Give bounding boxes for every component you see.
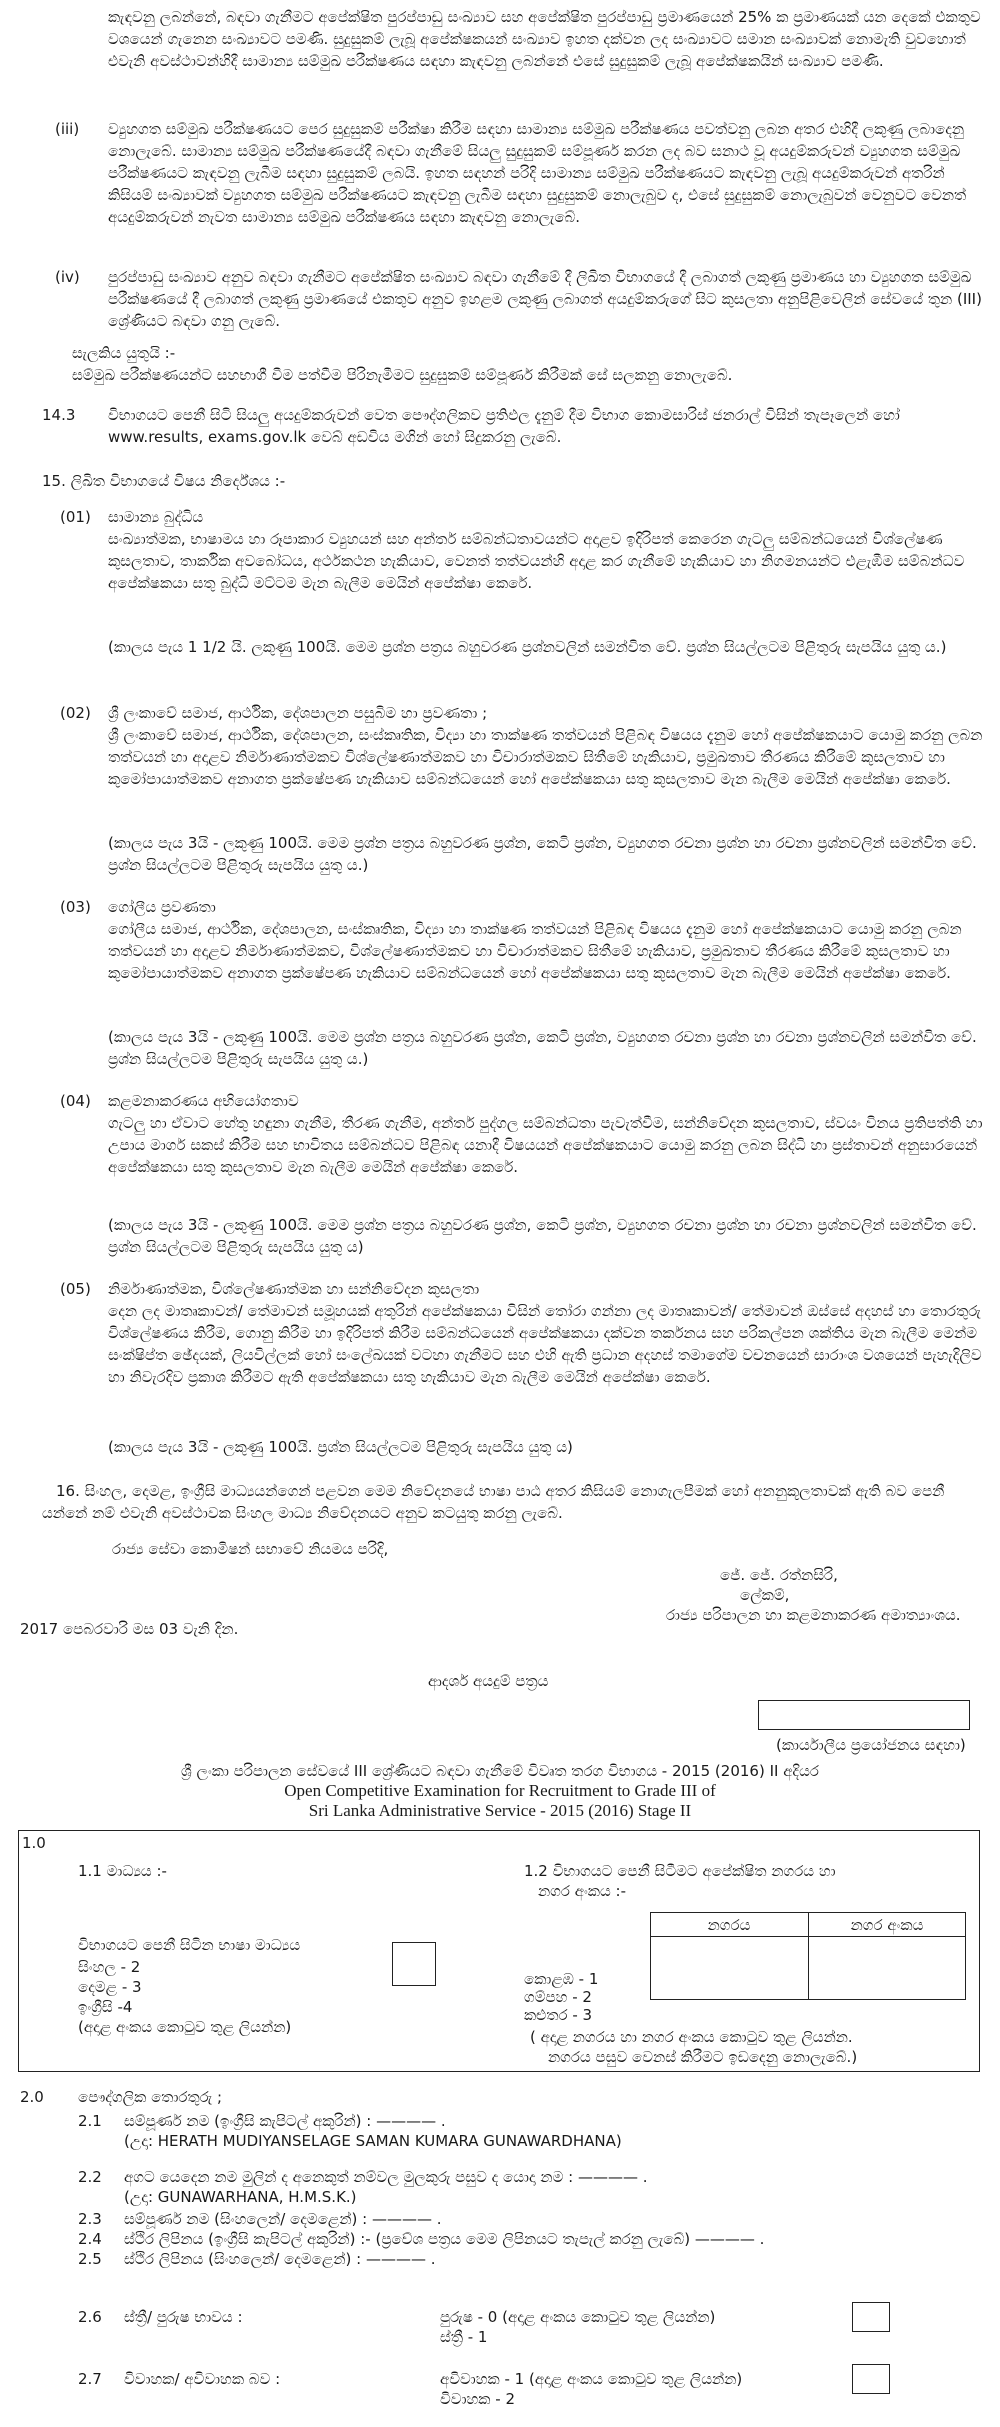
- city-number-column-header: නගර අංකය: [850, 1916, 924, 1934]
- exam-title-english-1: Open Competitive Examination for Recruitment to Grade III of: [284, 1781, 716, 1800]
- exam-title-sinhala: ශ්‍රී ලංකා පරිපාලන සේවයේ III ශ්‍රේණියට බඳවා ගැනීමේ විවෘත තරග විභාගය - 2015 (2016) II අදියර: [181, 1762, 819, 1780]
- subject-note: (කාලය පැය 3යි - ලකුණු 100යි. මෙම ප්‍රශ්න පත්‍රය බහුවරණ ප්‍රශ්න, කෙටි ප්‍රශ්න, ව්‍යුහගත රචනා ප්‍රශ්න හා රචනා ප්‍රශ්නවලින් සමන්විත වේ. ප්‍රශ්න සියල්ලටම පිළිතුරු සැපයිය යුතු ය.): [108, 1028, 977, 1068]
- subject-body: දෙන ලද මාතෘකාවන්/ තේමාවන් සමූහයක් අතුරින් අපේක්ෂකයා විසින් තෝරා ගන්නා ලද මාතෘකාවන්/ තේමාවන් ඔස්සේ අදහස් හා තොරතුරු විශ්ලේෂණය කිරීම, ගොනු කිරීම හා ඉදිරිපත් කිරීම සම්බන්ධයෙන් අපේක්ෂකයා දක්වන තර්කනය සහ පරිකල්පන ශක්තිය මැන බැලීම මෙන්ම සංක්ෂිප්ත ඡේදයක්, ලියවිල්ලක් හෝ සංලේඛයක් වටහා ගැනීමට සහ එහි ඇති ප්‍රධාන අදහස් තමාගේම වචනයෙන් සාරාංශ වශයෙන් පැහැදිලිව හා නිවැරදිව ප්‍රකාශ කිරීමට ඇති අපේක්ෂකයා සතු හැකියාව මැන බැලීම මෙයින් අපේක්ෂා කෙරේ.: [108, 1302, 982, 1386]
- field-number: 2.5: [78, 2250, 102, 2268]
- city-option: කළුතර - 3: [524, 2006, 593, 2024]
- item-number: (01): [60, 508, 91, 526]
- gender-input-box[interactable]: [852, 2302, 890, 2332]
- medium-heading: 1.1 මාධ්‍යය :-: [78, 1862, 167, 1880]
- section-number: 14.3: [42, 406, 76, 424]
- personal-info-heading: පෞද්ගලික තොරතුරු ;: [78, 2088, 222, 2106]
- full-name-example: (උදා: HERATH MUDIYANSELAGE SAMAN KUMARA GUNAWARDHANA): [124, 2132, 622, 2150]
- subject-body: ගැටලු හා ඒවාට හේතු හඳුනා ගැනීම, තීරණ ගැනීම, අන්තර් පුද්ගල සම්බන්ධතා පැවැත්වීම, සන්නිවේදන කුසලතාව, ස්වයං විනය ප්‍රතිපත්ති හා උපාය මාර්ග සකස් කිරීම සහ භාවිතය සම්බන්ධව පිළිබඳ යනාදී විෂයයන් අපේක්ෂකයාට යොමු කරනු ලබන සිද්ධි හා ප්‍රස්තාවන් අනුසාරයෙන් අපේක්ෂකයා සතු කුසලතාව මැන බැලීම මෙයින් අපේක්ෂා කෙරේ.: [108, 1114, 983, 1176]
- permanent-address-local-field[interactable]: ස්ථිර ලිපිනය (සිංහලෙන්/ දෙමළෙන්) : ———— .: [124, 2250, 436, 2268]
- city-input[interactable]: [652, 1938, 806, 1998]
- subject-title: ශ්‍රී ලංකාවේ සමාජ, ආර්ථික, දේශපාලන පසුබිම හා ප්‍රවණතා ;: [108, 704, 488, 722]
- gender-option: පුරුෂ - 0 (අදාළ අංකය කොටුව තුළ ලියන්න): [440, 2308, 716, 2326]
- permanent-address-english-field[interactable]: ස්ථිර ලිපිනය (ඉංග්‍රීසි කැපිටල් අකුරින්) :- (ප්‍රවේශ පත්‍රය මෙම ලිපිනයට තැපැල් කරනු ලැබේ) ———— .: [124, 2230, 765, 2248]
- subject-title: සාමාන්‍ය බුද්ධිය: [108, 508, 204, 526]
- city-note-2: නගරය පසුව වෙනස් කිරීමට ඉඩදෙනු නොලැබේ.): [548, 2048, 858, 2066]
- note-text: සම්මුඛ පරීක්ෂණයන්ට සහභාගී වීම පත්වීම පිරිනැමීමට සුදුසුකම් සම්පූර්ණ කිරීමක් සේ සලකනු නොලැබේ.: [72, 366, 733, 384]
- signatory-name: ජේ. ජේ. රත්නසිරි,: [720, 1566, 838, 1584]
- full-name-local-field[interactable]: සම්පූර්ණ නම (සිංහලෙන්/ දෙමළෙන්) : ———— .: [124, 2210, 442, 2228]
- field-number: 2.4: [78, 2230, 102, 2248]
- medium-option: සිංහල - 2: [78, 1958, 141, 1976]
- form-title: ආදර්ශ අයදුම් පත්‍රය: [428, 1672, 549, 1690]
- clause-iv: පුරප්පාඩු සංඛ්‍යාව අනුව බඳවා ගැනීමට අපේක්ෂිත සංඛ්‍යාව බඳවා ගැනීමේ දී ලිඛිත විභාගයේ දී ලබාගත් ලකුණු ප්‍රමාණය හා ව්‍යුහගත සම්මුඛ පරීක්ෂණයේ දී ලබාගත් ලකුණු ප්‍රමාණයේ එකතුව අනුව ඉහළම ලකුණු ලබාගත් අයදුම්කරුගේ සිට කුසලතා අනුපිළිවෙලින් සේවයේ තුන (III) ශ්‍රේණියට බඳවා ගනු ලැබේ.: [108, 268, 982, 330]
- city-option: ගම්පහ - 2: [524, 1988, 592, 2006]
- subject-title: ගෝලීය ප්‍රවණතා: [108, 898, 216, 916]
- section-heading: 15. ලිඛිත විභාගයේ විෂය නිර්දේශය :-: [42, 472, 286, 490]
- medium-input-box[interactable]: [392, 1942, 436, 1986]
- clause-iii: ව්‍යුහගත සම්මුඛ පරීක්ෂණයට පෙර සුදුසුකම් පරීක්ෂා කිරීම සඳහා සාමාන්‍ය සම්මුඛ පරීක්ෂණය පවත්වනු ලබන අතර එහිදී ලකුණු ලබාදෙනු නොලැබේ. සාමාන්‍ය සම්මුඛ පරීක්ෂණයේදී බඳවා ගැනීමේ සියලු සුදුසුකම් සම්පූර්ණ කරන ලද බව සනාථ වූ අයදුම්කරුවන් ව්‍යුහගත සම්මුඛ පරීක්ෂණයට කැඳවනු ලැබීම සඳහා සුදුසුකම් ලබයි. ඉහත සඳහන් පරිදි සාමාන්‍ය සම්මුඛ පරීක්ෂණයට කැඳවනු ලැබූ අයදුම්කරුවන් අතරින් කිසියම් සංඛ්‍යාවක් ව්‍යුහගත සම්මුඛ පරීක්ෂණයට කැඳවනු ලැබීම සඳහා සුදුසුකම් නොලැබුව ද, එසේ සුදුසුකම් නොලැබුවන් වෙනුවට වෙනත් අයදුම්කරුවන් නැවත සාමාන්‍ය සම්මුඛ පරීක්ෂණය සඳහා කැඳවනු නොලැබේ.: [108, 120, 967, 226]
- city-heading-2: නගර අංකය :-: [538, 1882, 626, 1900]
- date-line: 2017 පෙබරවාරි මස 03 වැනි දින.: [20, 1620, 239, 1638]
- subject-body: ගෝලීය සමාජ, ආර්ථික, දේශපාලන, සංස්කෘතික, විද්‍යා හා තාක්ෂණ තත්වයන් පිළිබඳ විෂයය දැනුම හෝ අපේක්ෂකයාට යොමු කරනු ලබන තත්වයන් හා අදාළව නිර්මාණාත්මකව, විශ්ලේෂණාත්මකව හා විචාරාත්මකව සිතීමේ හැකියාව, ප්‍රමුඛතාව තීරණය කිරීමේ කුසලතාව හා කුමෝපායාත්මකව අනාගත ප්‍රක්ෂේපණ හැකියාව සම්බන්ධයෙන් හෝ අපේක්ෂකයා සතු කුසලතාව මැන බැලීම මෙයින් අපේක්ෂා කෙරේ.: [108, 920, 962, 982]
- gender-label: ස්ත්‍රී/ පුරුෂ භාවය :: [124, 2308, 243, 2326]
- section-14-3: විභාගයට පෙනී සිටි සියලු අයදුම්කරුවන් වෙත පෞද්ගලිකව ප්‍රතිඵල දැනුම් දීම විභාග කොමසාරිස් ජනරාල් විසින් තැපෑලෙන් හෝ www.results, exams.gov.lk වෙබ් අඩවිය මගින් හෝ සිදුකරනු ලැබේ.: [108, 406, 900, 446]
- item-number: (02): [60, 704, 91, 722]
- intro-paragraph: කැඳවනු ලබන්නේ, බඳවා ගැනීමට අපේක්ෂිත පුරප්පාඩු සංඛ්‍යාව සහ අපේක්ෂිත පුරප්පාඩු ප්‍රමාණයෙන් 25% ක ප්‍රමාණයක් යන දෙකේ එකතුව වශයෙන් ගැනෙන සංඛ්‍යාවට පමණි. සුදුසුකම් ලැබූ අපේක්ෂකයන් සංඛ්‍යාව ඉහත දක්වන ලද සංඛ්‍යාවට සමාන සංඛ්‍යාවක් නොමැති වුවහොත් එවැනි අවස්ථාවන්හිදී සාමාන්‍ය සම්මුඛ පරීක්ෂණය සඳහා කැඳවනු ලබන්නේ එසේ සුදුසුකම් ලැබූ අපේක්ෂකයින් සංඛ්‍යාව පමණි.: [108, 8, 981, 70]
- medium-option: දෙමළ - 3: [78, 1978, 142, 1996]
- subject-note: (කාලය පැය 3යි - ලකුණු 100යි. ප්‍රශ්න සියල්ලටම පිළිතුරු සැපයිය යුතු ය): [108, 1438, 573, 1456]
- section-16: 16. සිංහල, දෙමළ, ඉංග්‍රීසි මාධ්‍යයන්ගෙන් පළවන මෙම නිවේදනයේ භාෂා පාඨ අතර කිසියම් නොගැලපීමක් හෝ අනනුකූලතාවක් ඇති බව පෙනී යන්නේ නම් එවැනි අවස්ථාවක සිංහල මාධ්‍ය නිවේදනයට අනුව කටයුතු කරනු ලැබේ.: [42, 1482, 945, 1522]
- city-number-input[interactable]: [810, 1938, 964, 1998]
- office-use-box: [758, 1700, 970, 1730]
- subject-note: (කාලය පැය 3යි - ලකුණු 100යි. මෙම ප්‍රශ්න පත්‍රය බහුවරණ ප්‍රශ්න, කෙටි ප්‍රශ්න, ව්‍යුහගත රචනා ප්‍රශ්න හා රචනා ප්‍රශ්නවලින් සමන්විත වේ. ප්‍රශ්න සියල්ලටම පිළිතුරු සැපයිය යුතු ය.): [108, 834, 977, 874]
- city-heading: 1.2 විභාගයට පෙනී සිටීමට අපේක්ෂිත නගරය හා: [524, 1862, 836, 1880]
- field-number: 2.1: [78, 2112, 102, 2130]
- full-name-field[interactable]: සම්පූර්ණ නම (ඉංග්‍රීසි කැපිටල් අකුරින්) : ———— .: [124, 2112, 446, 2130]
- surname-initials-field[interactable]: අගට යෙදෙන නම මුලින් ද අනෙකුත් නම්වල මුලකුරු පසුව ද යොදා නම : ———— .: [124, 2168, 648, 2186]
- field-number: 2.3: [78, 2210, 102, 2228]
- field-number: 2.6: [78, 2308, 102, 2326]
- marital-status-label: විවාහක/ අවිවාහක බව :: [124, 2370, 281, 2388]
- marital-option: අවිවාහක - 1 (අදාළ අංකය කොටුව තුළ ලියන්න): [440, 2370, 743, 2388]
- item-number: (iii): [55, 120, 80, 138]
- subject-body: සංඛ්‍යාත්මක, භාෂාමය හා රූපාකාර ව්‍යුහයන් සහ අන්තර් සම්බන්ධතාවයන්ට අදාළව ඉදිරිපත් කෙරෙන ගැටලු සම්බන්ධයෙන් විශ්ලේෂණ කුසලතාව, තාර්කික අවබෝධය, අර්ථකථන හැකියාව, වෙනත් තත්වයන්හි අදාළ කර ගැනීමේ හැකියාව හා නිගමනයන්ට එළැඹීම සම්බන්ධව අපේක්ෂකයා සතු බුද්ධි මට්ටම මැන බැලීම මෙයින් අපේක්ෂා කෙරේ.: [108, 530, 965, 592]
- field-number: 2.2: [78, 2168, 102, 2186]
- surname-initials-example: (උදා: GUNAWARHANA, H.M.S.K.): [124, 2188, 357, 2206]
- field-number: 2.7: [78, 2370, 102, 2388]
- exam-title-english-2: Sri Lanka Administrative Service - 2015 (2016) Stage II: [308, 1801, 692, 1820]
- order-line: රාජ්‍ය සේවා කොමිෂන් සභාවේ නියමය පරිදි,: [112, 1540, 389, 1558]
- signatory-title: ලේකම්,: [740, 1586, 790, 1604]
- section-number: 2.0: [20, 2088, 44, 2106]
- note-heading: සැලකිය යුතුයි :-: [72, 344, 176, 362]
- item-number: (04): [60, 1092, 91, 1110]
- section-number: 1.0: [22, 1834, 46, 1852]
- gender-option: ස්ත්‍රී - 1: [440, 2328, 488, 2346]
- subject-note: (කාලය පැය 3යි - ලකුණු 100යි. මෙම ප්‍රශ්න පත්‍රය බහුවරණ ප්‍රශ්න, කෙටි ප්‍රශ්න, ව්‍යුහගත රචනා ප්‍රශ්න හා රචනා ප්‍රශ්නවලින් සමන්විත වේ. ප්‍රශ්න සියල්ලටම පිළිතුරු සැපයිය යුතු ය): [108, 1216, 977, 1256]
- subject-body: ශ්‍රී ලංකාවේ සමාජ, ආර්ථික, දේශපාලන, සංස්කෘතික, විද්‍යා හා තාක්ෂණ තත්වයන් පිළිබඳ විෂයය දැනුම හෝ අපේක්ෂකයාට යොමු කරනු ලබන තත්වයන් හා අදාළව නිර්මාණාත්මකව විශ්ලේෂණාත්මකව හා විචාරාත්මකව සිතීමේ හැකියාව, ප්‍රමුඛතාව තීරණය කිරීමේ කුසලතාව හා කුමෝපායාත්මකව අනාගත ප්‍රක්ෂේපණ හැකියාව සම්බන්ධයෙන් හෝ අපේක්ෂකයා සතු කුසලතාව මැන බැලීම මෙයින් අපේක්ෂා කෙරේ.: [108, 726, 983, 788]
- city-column-header: නගරය: [707, 1916, 751, 1934]
- subject-note: (කාලය පැය 1 1/2 යි. ලකුණු 100යි. මෙම ප්‍රශ්න පත්‍රය බහුවරණ ප්‍රශ්නවලින් සමන්විත වේ. ප්‍රශ්න සියල්ලටම පිළිතුරු සැපයිය යුතු ය.): [108, 638, 947, 656]
- office-use-label: (කාර්යාලීය ප්‍රයෝජනය සඳහා): [776, 1736, 966, 1754]
- item-number: (iv): [55, 268, 80, 286]
- medium-option: ඉංග්‍රීසි -4: [78, 1998, 133, 2016]
- marital-input-box[interactable]: [852, 2364, 890, 2394]
- marital-option: විවාහක - 2: [440, 2390, 515, 2408]
- subject-title: නිර්මාණාත්මක, විශ්ලේෂණාත්මක හා සන්නිවේදන කුසලතා: [108, 1280, 480, 1298]
- medium-note: (අදාළ අංකය කොටුව තුළ ලියන්න): [78, 2018, 292, 2036]
- item-number: (05): [60, 1280, 91, 1298]
- signatory-ministry: රාජ්‍ය පරිපාලන හා කළමනාකරණ අමාත්‍යාංශය.: [666, 1606, 961, 1624]
- city-option: කොළඹ - 1: [524, 1970, 599, 1988]
- subject-title: කළමනාකරණය අභියෝගතාව: [108, 1092, 299, 1110]
- medium-lead: විභාගයට පෙනී සිටින භාෂා මාධ්‍යය: [78, 1936, 301, 1954]
- city-note: ( අදාළ නගරය හා නගර අංකය කොටුව තුළ ලියන්න.: [530, 2028, 853, 2046]
- item-number: (03): [60, 898, 91, 916]
